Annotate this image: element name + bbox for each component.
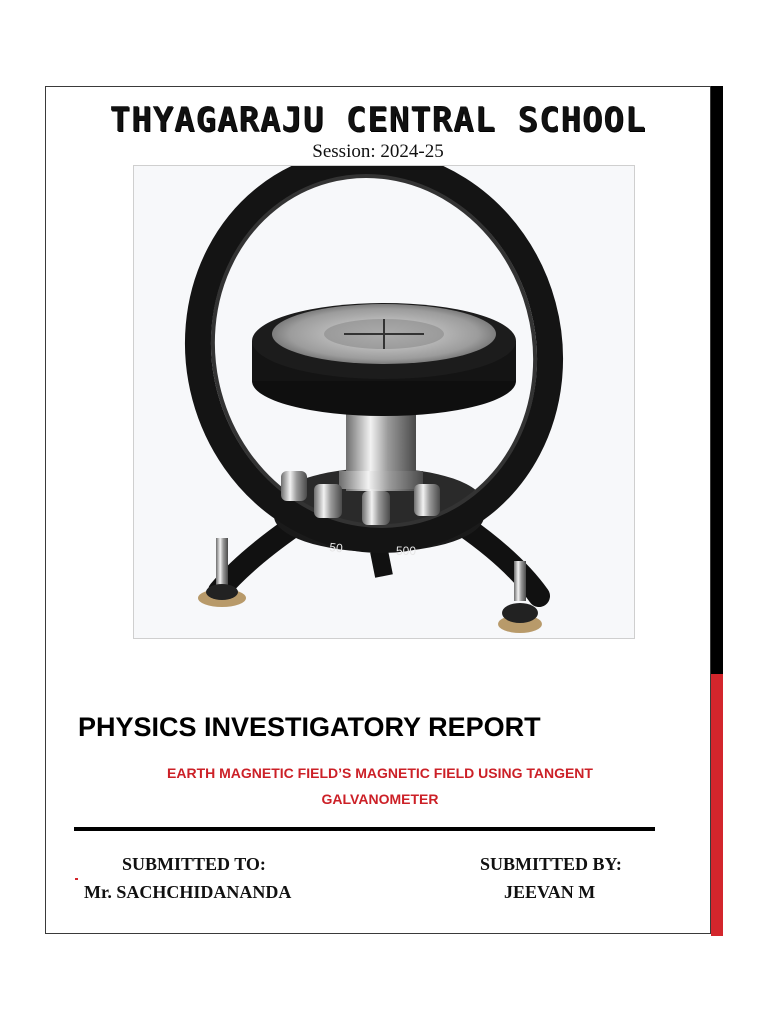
- report-title: PHYSICS INVESTIGATORY REPORT: [78, 712, 541, 742]
- divider-rule: [74, 827, 655, 831]
- galvanometer-image: [133, 165, 635, 639]
- red-mark: [75, 878, 78, 880]
- scale-label-50: 50: [328, 540, 344, 556]
- subtitle-line-2: GALVANOMETER: [321, 791, 439, 807]
- submitted-by-label: SUBMITTED BY:: [480, 854, 622, 874]
- submitted-to-name: Mr. SACHCHIDANANDA: [84, 882, 292, 902]
- subtitle-line-1: EARTH MAGNETIC FIELD’S MAGNETIC FIELD USING TANGENT: [167, 765, 593, 781]
- submitted-to-label: SUBMITTED TO:: [122, 854, 266, 874]
- report-subtitle: [90, 760, 670, 812]
- submitted-by-name: JEEVAN M: [504, 882, 596, 902]
- tangent-galvanometer-icon: [134, 166, 634, 638]
- scale-label-500: 500: [396, 544, 417, 558]
- side-bar-black: [711, 86, 723, 674]
- session-label: Session: 2024-25: [312, 141, 444, 162]
- school-name: THYAGARAJU CENTRAL SCHOOL: [109, 100, 647, 140]
- side-bar-red: [711, 674, 723, 936]
